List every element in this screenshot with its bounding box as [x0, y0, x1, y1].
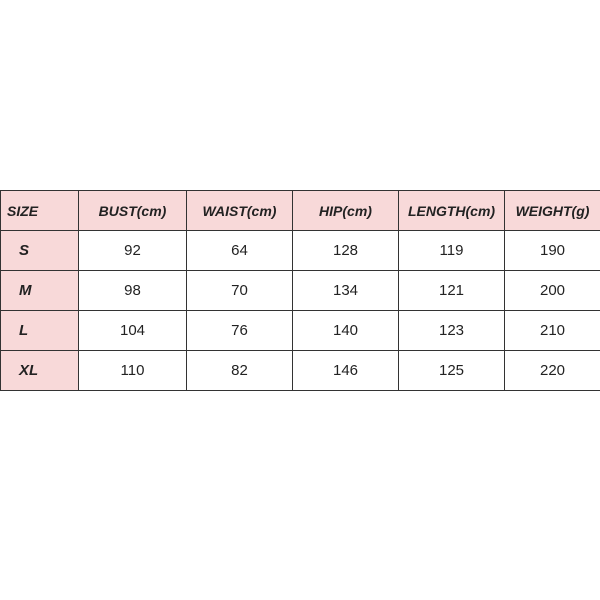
- weight-cell: 210: [505, 311, 600, 351]
- hip-cell: 128: [293, 231, 399, 271]
- header-weight: WEIGHT(g): [505, 191, 600, 231]
- length-cell: 123: [399, 311, 505, 351]
- table-row: [1, 271, 600, 311]
- size-chart-table: [0, 190, 600, 391]
- waist-cell: 64: [187, 231, 293, 271]
- bust-cell: 104: [79, 311, 187, 351]
- header-bust: BUST(cm): [79, 191, 187, 231]
- hip-cell: 140: [293, 311, 399, 351]
- size-label: XL: [1, 351, 79, 391]
- size-label: L: [1, 311, 79, 351]
- weight-cell: 200: [505, 271, 600, 311]
- bust-cell: 92: [79, 231, 187, 271]
- hip-cell: 134: [293, 271, 399, 311]
- length-cell: 125: [399, 351, 505, 391]
- header-hip: HIP(cm): [293, 191, 399, 231]
- header-size: SIZE: [1, 191, 79, 231]
- hip-cell: 146: [293, 351, 399, 391]
- length-cell: 119: [399, 231, 505, 271]
- weight-cell: 190: [505, 231, 600, 271]
- table-row: [1, 231, 600, 271]
- header-waist: WAIST(cm): [187, 191, 293, 231]
- waist-cell: 82: [187, 351, 293, 391]
- waist-cell: 70: [187, 271, 293, 311]
- length-cell: 121: [399, 271, 505, 311]
- header-length: LENGTH(cm): [399, 191, 505, 231]
- waist-cell: 76: [187, 311, 293, 351]
- size-label: M: [1, 271, 79, 311]
- bust-cell: 110: [79, 351, 187, 391]
- header-row: [1, 191, 600, 231]
- weight-cell: 220: [505, 351, 600, 391]
- size-label: S: [1, 231, 79, 271]
- bust-cell: 98: [79, 271, 187, 311]
- table-row: [1, 351, 600, 391]
- table-row: [1, 311, 600, 351]
